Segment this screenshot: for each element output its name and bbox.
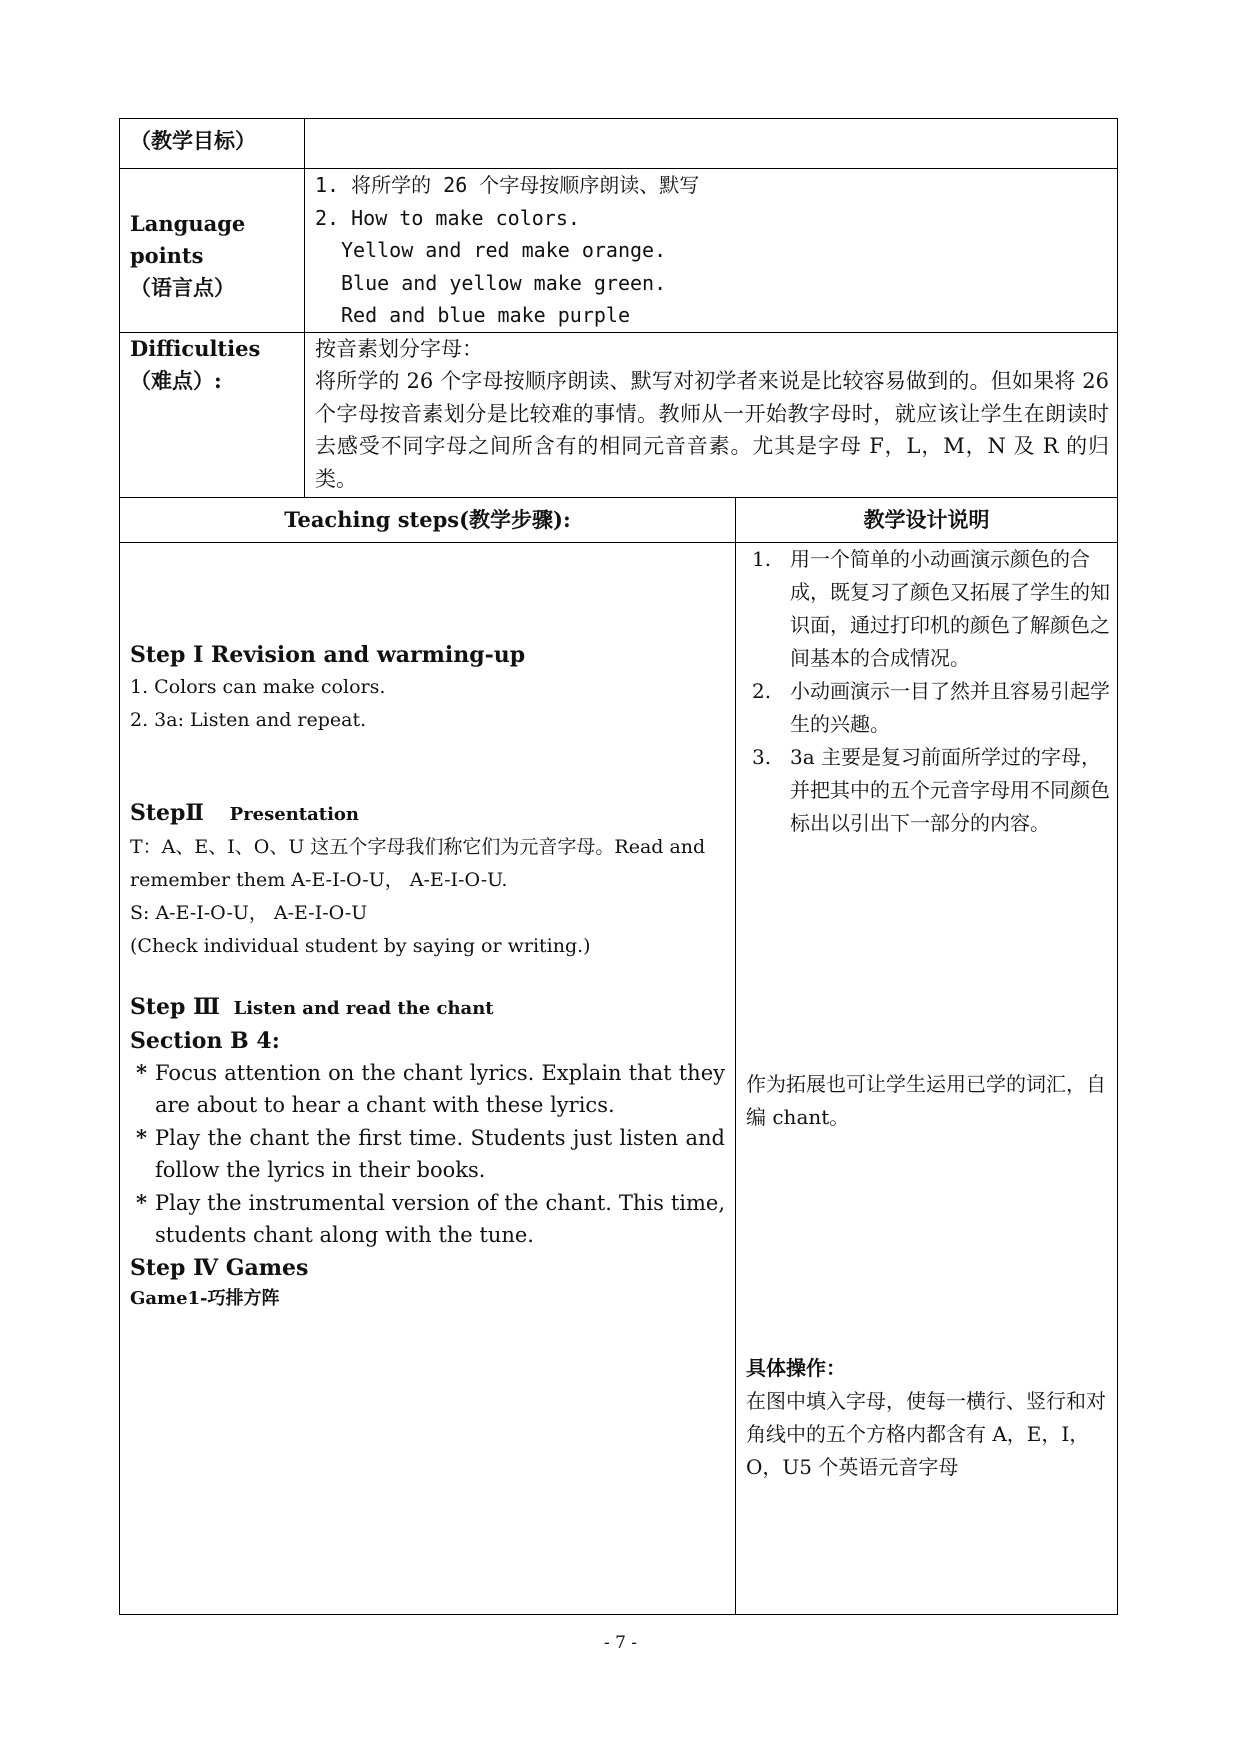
notes-item-1-text: 用一个简单的小动画演示颜色的合成，既复习了颜色又拓展了学生的知识面，通过打印机的颜色了解颜色之间基本的合成情况。 — [790, 546, 1110, 670]
section-header-row — [120, 497, 1118, 542]
notes-header: 教学设计说明 — [863, 506, 990, 532]
step3-title-b: Listen and read the chant — [233, 997, 494, 1019]
step2-title — [130, 797, 725, 831]
difficulties-content — [305, 333, 1117, 496]
language-line-4: Blue and yellow make green. — [341, 270, 667, 295]
step3-bullet-1-text: Focus attention on the chant lyrics. Explain that they are about to hear a chant with these lyrics. — [155, 1060, 725, 1117]
teaching-steps — [120, 543, 735, 1314]
step3-section: Section B 4: — [130, 1027, 280, 1054]
objectives-label: （教学目标） — [130, 128, 256, 153]
step3-bullet-3-text: Play the instrumental version of the chant. This time, students chant along with the tune. — [155, 1190, 725, 1247]
language-line-2: 2. How to make colors. — [315, 205, 580, 230]
bullet-star-icon: * — [136, 1059, 147, 1085]
language-points-content — [305, 169, 1117, 332]
difficulties-label-en: Difficulties — [130, 335, 261, 361]
objectives-content-cell — [305, 119, 1118, 169]
notes-item-2-number: 2. — [752, 678, 772, 703]
bullet-star-icon: * — [136, 1124, 147, 1150]
operation-title: 具体操作： — [746, 1355, 846, 1380]
notes-list — [746, 543, 1111, 840]
bullet-star-icon: * — [136, 1189, 147, 1215]
design-notes-cell — [736, 542, 1118, 1614]
notes-item-1-number: 1. — [752, 546, 772, 571]
difficulties-label — [120, 333, 304, 401]
step3-title-a: Step Ⅲ — [130, 993, 220, 1020]
difficulties-paragraph: 将所学的 26 个字母按顺序朗读、默写对初学者来说是比较容易做到的。但如果将 26 个字母按音素划分是比较难的事情。教师从一开始教字母时，就应该让学生在朗读时去感受不同字母之间所含有的相同元音音素。尤其是字母 F，L，M，N 及 R 的归类。 — [315, 369, 1109, 491]
step2-line-2: S: A-E-I-O-U， A-E-I-O-U — [130, 901, 368, 924]
notes-item-2-text: 小动画演示一目了然并且容易引起学生的兴趣。 — [790, 678, 1110, 736]
step2-title-b: Presentation — [229, 803, 360, 825]
chant-note: 作为拓展也可让学生运用已学的词汇，自编 chant。 — [746, 1071, 1106, 1129]
difficulties-content-cell — [305, 332, 1118, 497]
language-points-row — [120, 169, 1118, 333]
step3-bullet-2 — [130, 1122, 725, 1187]
difficulties-label-cn: （难点）: — [130, 367, 222, 393]
lesson-plan-table — [119, 118, 1118, 1615]
notes-header-cell — [736, 497, 1118, 542]
step3-title — [130, 991, 725, 1025]
operation-text: 在图中填入字母，使每一横行、竖行和对角线中的五个方格内都含有 A，E，I，O，U5 个英语元音字母 — [746, 1388, 1106, 1479]
language-line-1: 1. 将所学的 26 个字母按顺序朗读、默写 — [315, 173, 700, 197]
notes-item-3-text: 3a 主要是复习前面所学过的字母，并把其中的五个元音字母用不同颜色标出以引出下一部分的内容。 — [790, 744, 1110, 835]
design-notes — [736, 543, 1117, 1484]
step2-title-a: StepⅡ — [130, 799, 204, 826]
language-points-label — [120, 192, 304, 308]
difficulties-row — [120, 332, 1118, 497]
teaching-steps-cell — [120, 542, 736, 1614]
language-points-content-cell — [305, 169, 1118, 333]
step1-item-1: 1. Colors can make colors. — [130, 675, 386, 698]
game1-title: Game1-巧排方阵 — [130, 1287, 280, 1309]
language-line-5: Red and blue make purple — [341, 303, 630, 327]
step3-bullet-3 — [130, 1187, 725, 1252]
language-label-en1: Language — [130, 211, 246, 237]
step1-item-2: 2. 3a: Listen and repeat. — [130, 708, 367, 731]
difficulties-line-1: 按音素划分字母： — [315, 336, 483, 361]
notes-item-3 — [746, 741, 1111, 840]
language-points-label-cell — [120, 169, 305, 333]
step2-line-3: (Check individual student by saying or writing.) — [130, 934, 591, 957]
notes-item-1 — [746, 543, 1111, 675]
step2-line-1: T：A、E、I、O、U 这五个字母我们称它们为元音字母。Read and remember them A-E-I-O-U， A-E-I-O-U. — [130, 835, 706, 891]
step3-bullet-2-text: Play the chant the first time. Students just listen and follow the lyrics in their books. — [155, 1125, 725, 1182]
language-label-cn: （语言点） — [130, 275, 235, 301]
step4-title: Step Ⅳ Games — [130, 1254, 309, 1281]
page-number: - 7 - — [603, 1633, 638, 1653]
steps-header-cell — [120, 497, 736, 542]
step1-title: Step Ⅰ Revision and warming-up — [130, 641, 526, 668]
step3-bullet-1 — [130, 1057, 725, 1122]
steps-header: Teaching steps(教学步骤): — [284, 506, 571, 532]
language-label-en2: points — [130, 243, 204, 269]
notes-item-3-number: 3. — [752, 744, 772, 769]
notes-item-2 — [746, 675, 1111, 741]
main-content-row — [120, 542, 1118, 1614]
objectives-label-cell — [120, 119, 305, 169]
language-line-3: Yellow and red make orange. — [341, 238, 667, 262]
objectives-row — [120, 119, 1118, 169]
difficulties-label-cell — [120, 332, 305, 497]
